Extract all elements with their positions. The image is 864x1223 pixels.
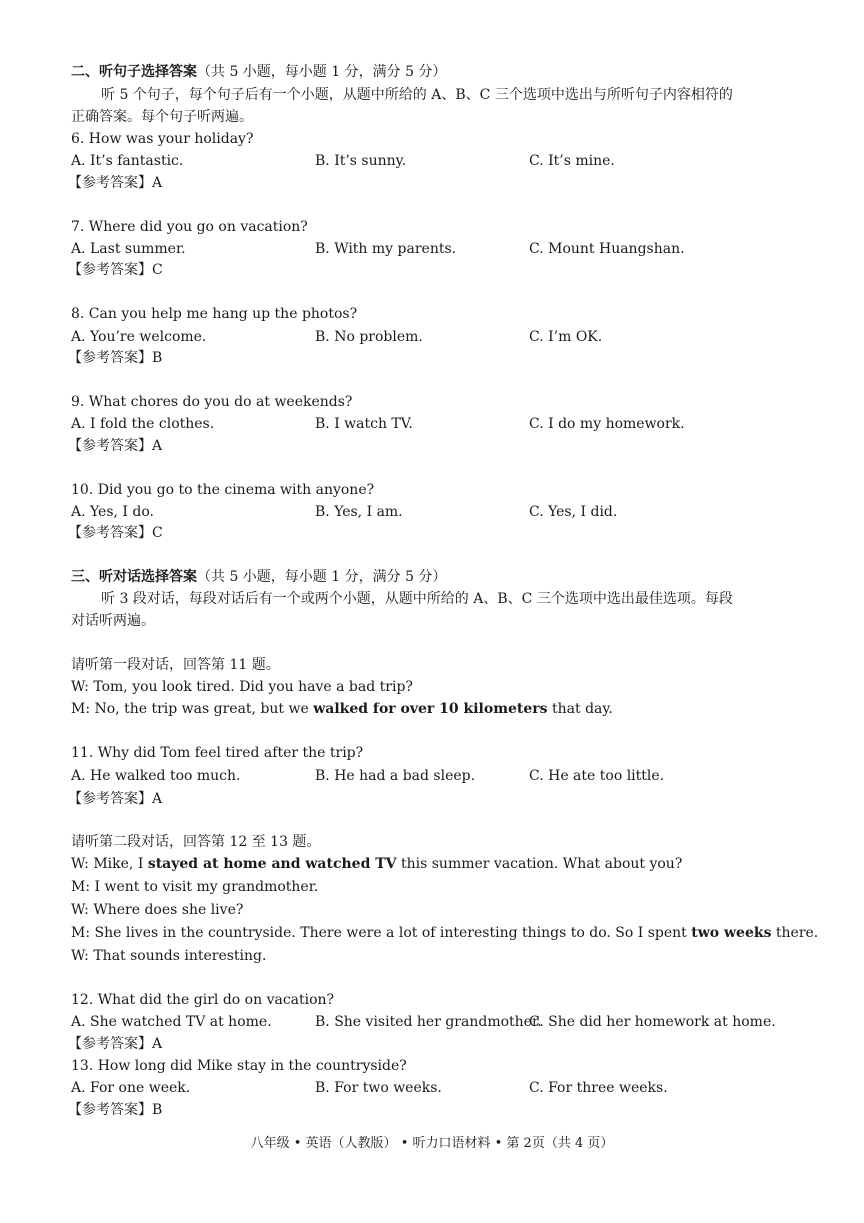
dialog-2-line-1-key: stayed at home and watched TV: [147, 856, 397, 872]
q7-answer: 【参考答案】C: [68, 262, 163, 278]
section-3-instructions-cont: 对话听两遍。: [71, 613, 155, 629]
dialog-2-line-5: W: That sounds interesting.: [71, 948, 267, 964]
dialog-2-line-1-pre: W: Mike, I: [71, 856, 148, 872]
q12-option-a: A. She watched TV at home.: [71, 1014, 272, 1030]
dialog-1-line-2: [71, 700, 613, 718]
question-8: 8. Can you help me hang up the photos?: [71, 306, 358, 322]
q13-answer: 【参考答案】B: [68, 1102, 163, 1118]
section-2-instructions-cont: 正确答案。每个句子听两遍。: [71, 109, 253, 125]
section-3-heading: 三、听对话选择答案: [71, 569, 197, 585]
q13-option-c: C. For three weeks.: [529, 1080, 668, 1096]
dialog-1-line-2-post: that day.: [547, 701, 613, 717]
dialog-1-line-2-pre: M: No, the trip was great, but we: [71, 701, 314, 717]
q7-option-c: C. Mount Huangshan.: [529, 241, 685, 257]
q8-option-a: A. You’re welcome.: [71, 329, 207, 345]
page-footer: 八年级 • 英语（人教版） • 听力口语材料 • 第 2页（共 4 页）: [250, 1136, 614, 1151]
q11-option-a: A. He walked too much.: [71, 768, 241, 784]
q8-answer: 【参考答案】B: [68, 350, 163, 366]
dialog-2-line-1-post: this summer vacation. What about you?: [396, 856, 683, 872]
q12-option-b: B. She visited her grandmother.: [315, 1014, 542, 1030]
question-6: 6. How was your holiday?: [71, 131, 254, 147]
q11-option-c: C. He ate too little.: [529, 768, 665, 784]
q9-answer: 【参考答案】A: [68, 438, 163, 454]
dialog-2-line-1: [71, 855, 682, 873]
q10-option-b: B. Yes, I am.: [315, 504, 403, 520]
dialog-2-line-4-post: there.: [771, 925, 819, 941]
question-11: 11. Why did Tom feel tired after the trip?: [71, 745, 364, 761]
q10-option-c: C. Yes, I did.: [529, 504, 618, 520]
section-3-score-note: （共 5 小题，每小题 1 分，满分 5 分）: [197, 569, 447, 585]
q9-option-c: C. I do my homework.: [529, 416, 685, 432]
q7-option-a: A. Last summer.: [71, 241, 186, 257]
q6-option-b: B. It’s sunny.: [315, 153, 407, 169]
q8-option-c: C. I’m OK.: [529, 329, 603, 345]
q10-option-a: A. Yes, I do.: [71, 504, 154, 520]
section-3-title: [71, 568, 446, 586]
section-2-instructions: 听 5 个句子，每个句子后有一个小题，从题中所给的 A、B、C 三个选项中选出与所听句子内容相符的: [101, 87, 733, 103]
question-9: 9. What chores do you do at weekends?: [71, 394, 353, 410]
question-10: 10. Did you go to the cinema with anyone?: [71, 482, 375, 498]
dialog-2-line-4-key: two weeks: [691, 925, 772, 941]
q13-option-a: A. For one week.: [71, 1080, 191, 1096]
dialog-1-line-2-key: walked for over 10 kilometers: [313, 701, 548, 717]
dialog-2-intro: 请听第二段对话，回答第 12 至 13 题。: [71, 834, 321, 850]
dialog-1-line-1: W: Tom, you look tired. Did you have a bad trip?: [71, 679, 413, 695]
question-12: 12. What did the girl do on vacation?: [71, 992, 335, 1008]
dialog-2-line-4-pre: M: She lives in the countryside. There were a lot of interesting things to do. So I spent: [71, 925, 692, 941]
section-2-heading: 二、听句子选择答案: [71, 64, 197, 80]
q8-option-b: B. No problem.: [315, 329, 423, 345]
q12-option-c: C. She did her homework at home.: [529, 1014, 776, 1030]
q6-option-a: A. It’s fantastic.: [71, 153, 184, 169]
q10-answer: 【参考答案】C: [68, 525, 163, 541]
q11-answer: 【参考答案】A: [68, 791, 163, 807]
q11-option-b: B. He had a bad sleep.: [315, 768, 476, 784]
q13-option-b: B. For two weeks.: [315, 1080, 442, 1096]
question-7: 7. Where did you go on vacation?: [71, 219, 308, 235]
q12-answer: 【参考答案】A: [68, 1036, 163, 1052]
dialog-1-intro: 请听第一段对话，回答第 11 题。: [71, 657, 280, 673]
q6-answer: 【参考答案】A: [68, 175, 163, 191]
section-3-instructions: 听 3 段对话，每段对话后有一个或两个小题，从题中所给的 A、B、C 三个选项中选出最佳选项。每段: [101, 591, 733, 607]
section-2-title: [71, 63, 446, 81]
q9-option-a: A. I fold the clothes.: [71, 416, 215, 432]
dialog-2-line-2: M: I went to visit my grandmother.: [71, 879, 319, 895]
section-2-score-note: （共 5 小题，每小题 1 分，满分 5 分）: [197, 64, 447, 80]
q9-option-b: B. I watch TV.: [315, 416, 413, 432]
q6-option-c: C. It’s mine.: [529, 153, 615, 169]
dialog-2-line-4: [71, 924, 818, 942]
q7-option-b: B. With my parents.: [315, 241, 457, 257]
dialog-2-line-3: W: Where does she live?: [71, 902, 244, 918]
question-13: 13. How long did Mike stay in the countryside?: [71, 1058, 407, 1074]
